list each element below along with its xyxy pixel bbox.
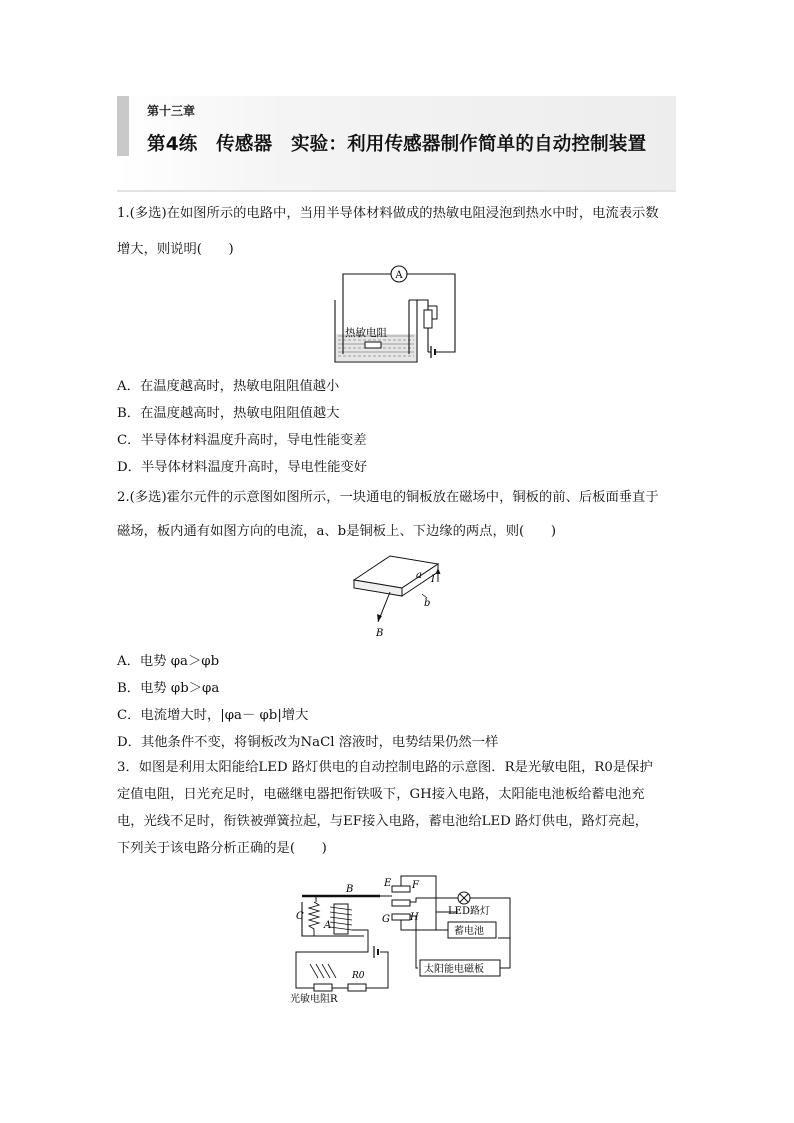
q1-circuit-figure: [325, 262, 465, 366]
chapter-label: 第十三章: [147, 104, 196, 118]
label-I: I: [431, 574, 435, 585]
q2-hall-element-figure: [350, 550, 450, 642]
label-G: G: [382, 914, 390, 925]
page-title: 第4练 传感器 实验：利用传感器制作简单的自动控制装置: [147, 134, 647, 155]
q2-option-a[interactable]: A．电势 φa＞φb: [117, 654, 220, 669]
label-F: F: [412, 880, 419, 891]
q2-option-b[interactable]: B．电势 φb＞φa: [117, 681, 220, 696]
led-lamp-label: LED路灯: [448, 906, 490, 917]
label-C: C: [296, 911, 304, 922]
label-b: b: [424, 598, 431, 609]
photoresistor-label: 光敏电阻R: [290, 994, 338, 1005]
q3-relay-circuit-figure: [288, 872, 528, 1004]
label-a: a: [416, 570, 422, 581]
q2-stem-line1: 2.(多选)霍尔元件的示意图如图所示，一块通电的铜板放在磁场中，铜板的前、后板面垂直于: [117, 490, 659, 505]
q2-stem-line2: 磁场，板内通有如图方向的电流，a、b是铜板上、下边缘的两点，则( ): [117, 524, 557, 539]
ammeter-label: A: [395, 270, 403, 281]
q3-stem-line4: 下列关于该电路分析正确的是( ): [117, 841, 327, 856]
label-B: B: [376, 628, 384, 639]
q1-option-d[interactable]: D．半导体材料温度升高时，导电性能变好: [117, 460, 368, 475]
battery-label: 蓄电池: [454, 926, 484, 937]
header-divider: [117, 190, 676, 192]
solar-panel-label: 太阳能电磁板: [424, 964, 484, 975]
label-A3: A: [324, 920, 332, 931]
q3-stem-line1: 3．如图是利用太阳能给LED 路灯供电的自动控制电路的示意图．R是光敏电阻，R0是保护: [117, 760, 653, 775]
label-B3: B: [346, 884, 354, 895]
label-R0: R0: [352, 971, 365, 981]
thermistor-label: 热敏电阻: [345, 327, 387, 339]
q1-option-c[interactable]: C．半导体材料温度升高时，导电性能变差: [117, 433, 367, 448]
label-E: E: [384, 878, 392, 889]
q3-stem-line2: 定值电阻，日光充足时，电磁继电器把衔铁吸下，GH接入电路，太阳能电池板给蓄电池充: [117, 787, 645, 802]
q3-stem-line3: 电，光线不足时，衔铁被弹簧拉起，与EF接入电路，蓄电池给LED 路灯供电，路灯亮起，: [117, 814, 649, 829]
header-accent-bar: [117, 96, 129, 156]
q1-option-a[interactable]: A．在温度越高时，热敏电阻阻值越小: [117, 379, 340, 394]
label-H: H: [410, 912, 419, 923]
q2-option-d[interactable]: D．其他条件不变，将铜板改为NaCl 溶液时，电势结果仍然一样: [117, 735, 499, 750]
q1-stem-line2: 增大，则说明( ): [117, 242, 234, 257]
q2-option-c[interactable]: C．电流增大时，|φa－ φb|增大: [117, 708, 309, 723]
q1-option-b[interactable]: B．在温度越高时，热敏电阻阻值越大: [117, 406, 340, 421]
q1-stem-line1: 1.(多选)在如图所示的电路中，当用半导体材料做成的热敏电阻浸泡到热水中时，电流表示数: [117, 206, 659, 221]
